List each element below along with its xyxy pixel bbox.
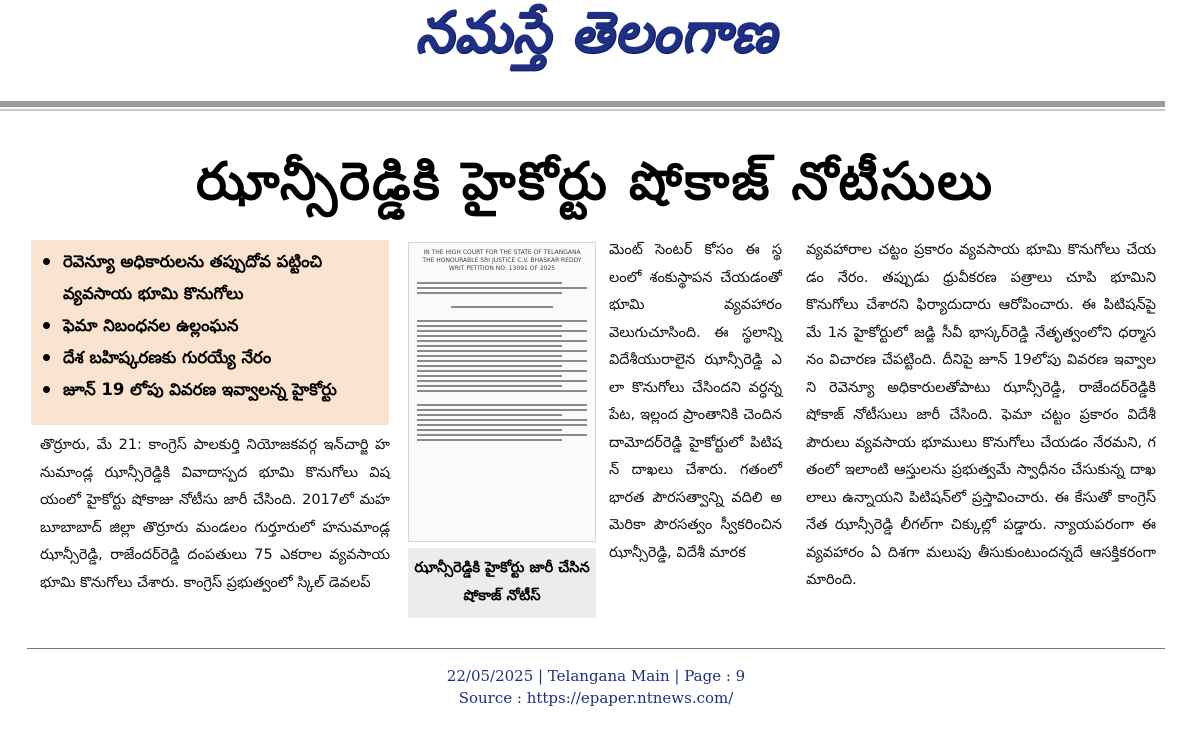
article-column-1: తొర్రూరు, మే 21: కాంగ్రెస్ పాలకుర్తి నియోజకవర్గ ఇన్‌చార్జి హనుమాండ్ల ఝాన్సీరెడ్డికి వివాదాస్పద భూమి కొనుగోలు విషయంలో హైకోర్టు షోకాజు నోటీసు జారీ చేసింది. 2017లో మహబూబాబాద్ జిల్లా తొర్రూరు మండలం గుర్తూరులో హనుమాండ్ల ఝాన్సీరెడ్డి, రాజేందర్‌రెడ్డి దంపతులు 75 ఎకరాల వ్యవసాయ భూమి కొనుగోలు చేశారు. కాంగ్రెస్ ప్రభుత్వంలో స్కిల్ డెవలప్ [40, 437, 390, 591]
highlight-text: జూన్ 19 లోపు వివరణ ఇవ్వాలన్న హైకోర్టు [63, 380, 337, 399]
highlight-item [41, 310, 383, 342]
edition-info: 22/05/2025 | Telangana Main | Page : 9 [446, 667, 746, 685]
highlight-item [41, 342, 383, 374]
notice-header-line: IN THE HIGH COURT FOR THE STATE OF TELANGANA [423, 249, 581, 256]
masthead-divider [0, 101, 1165, 107]
highlight-item [41, 374, 383, 406]
highlights-list [41, 246, 383, 406]
masthead-divider-thin [0, 109, 1165, 111]
highlight-item [41, 246, 383, 310]
highlight-text: దేశ బహిష్కరణకు గురయ్యే నేరం [63, 348, 272, 367]
highlight-text: ఫెమా నిబంధనల ఉల్లంఘన [63, 316, 239, 335]
bullet-icon [43, 322, 50, 329]
bullet-icon [43, 354, 50, 361]
bullet-icon [43, 258, 50, 265]
photo-caption: ఝాన్సీరెడ్డికి హైకోర్టు జారీ చేసిన షోకాజ్ నోటీస్ [408, 548, 596, 618]
court-notice-image [408, 242, 596, 542]
notice-header-line: WRIT PETITION NO: 13091 OF 2025 [448, 265, 556, 272]
notice-header-line: THE HONOURABLE SRI JUSTICE C.V. BHASKAR REDDY [422, 257, 582, 264]
newspaper-logo: నమస్తే తెలంగాణ [415, 0, 777, 65]
source-link[interactable]: Source : https://epaper.ntnews.com/ [458, 689, 734, 707]
highlight-text: రెవెన్యూ అధికారులను తప్పుదోవ పట్టించి వ్యవసాయ భూమి కొనుగోలు [63, 252, 323, 303]
bullet-icon [43, 386, 50, 393]
article-column-3: వ్యవహారాల చట్టం ప్రకారం వ్యవసాయ భూమి కొనుగోలు చేయడం నేరం. తప్పుడు ధ్రువీకరణ పత్రాలు చూపి భూమిని కొనుగోలు చేశారని ఫిర్యాదుదారు ఆరోపించారు. ఈ పిటిషన్‌పై మే 1న హైకోర్టులో జడ్జి సీవీ భాస్కర్‌రెడ్డి నేతృత్వంలోని ధర్మాసనం విచారణ చేపట్టింది. దీనిపై జూన్ 19లోపు వివరణ ఇవ్వాలని రెవెన్యూ అధికారులతోపాటు ఝాన్సీరెడ్డి, రాజేందర్‌రెడ్డికి షోకాజ్ నోటీసులు జారీ చేసింది. ఫెమా చట్టం ప్రకారం విదేశీ పౌరులు వ్యవసాయ భూములు కొనుగోలు చేయడం నేరమని, గతంలో ఇలాంటి ఆస్తులను ప్రభుత్వమే స్వాధీనం చేసుకున్న దాఖలాలు ఉన్నాయని పిటిషన్‌లో ప్రస్తావించారు. ఈ కేసుతో కాంగ్రెస్ నేత ఝాన్సీరెడ్డి లీగల్‌గా చిక్కుల్లో పడ్డారు. న్యాయపరంగా ఈ వ్యవహారం ఏ దిశగా మలుపు తీసుకుంటుందన్నదే ఆసక్తికరంగా మారింది. [806, 242, 1156, 588]
masthead [0, 0, 1192, 78]
article-headline: ఝాన్సీరెడ్డికి హైకోర్టు షోకాజ్ నోటీసులు [195, 152, 995, 212]
highlights-box [31, 240, 389, 425]
page-footer [0, 665, 1192, 709]
footer-divider [27, 648, 1165, 649]
article-column-2: మెంట్ సెంటర్ కోసం ఈ స్థలంలో శంకుస్థాపన చేయడంతో భూమి వ్యవహారం వెలుగుచూసింది. ఈ స్థలాన్ని విదేశీయురాలైన ఝాన్సీరెడ్డి ఎలా కొనుగోలు చేసిందని వర్ధన్నపేట, ఇల్లంద ప్రాంతానికి చెందిన దామోదర్‌రెడ్డి హైకోర్టులో పిటిషన్ దాఖలు చేశారు. గతంలో భారత పౌరసత్వాన్ని వదిలి అమెరికా పౌరసత్వం స్వీకరించిన ఝాన్సీరెడ్డి, విదేశీ మారక [609, 242, 782, 561]
